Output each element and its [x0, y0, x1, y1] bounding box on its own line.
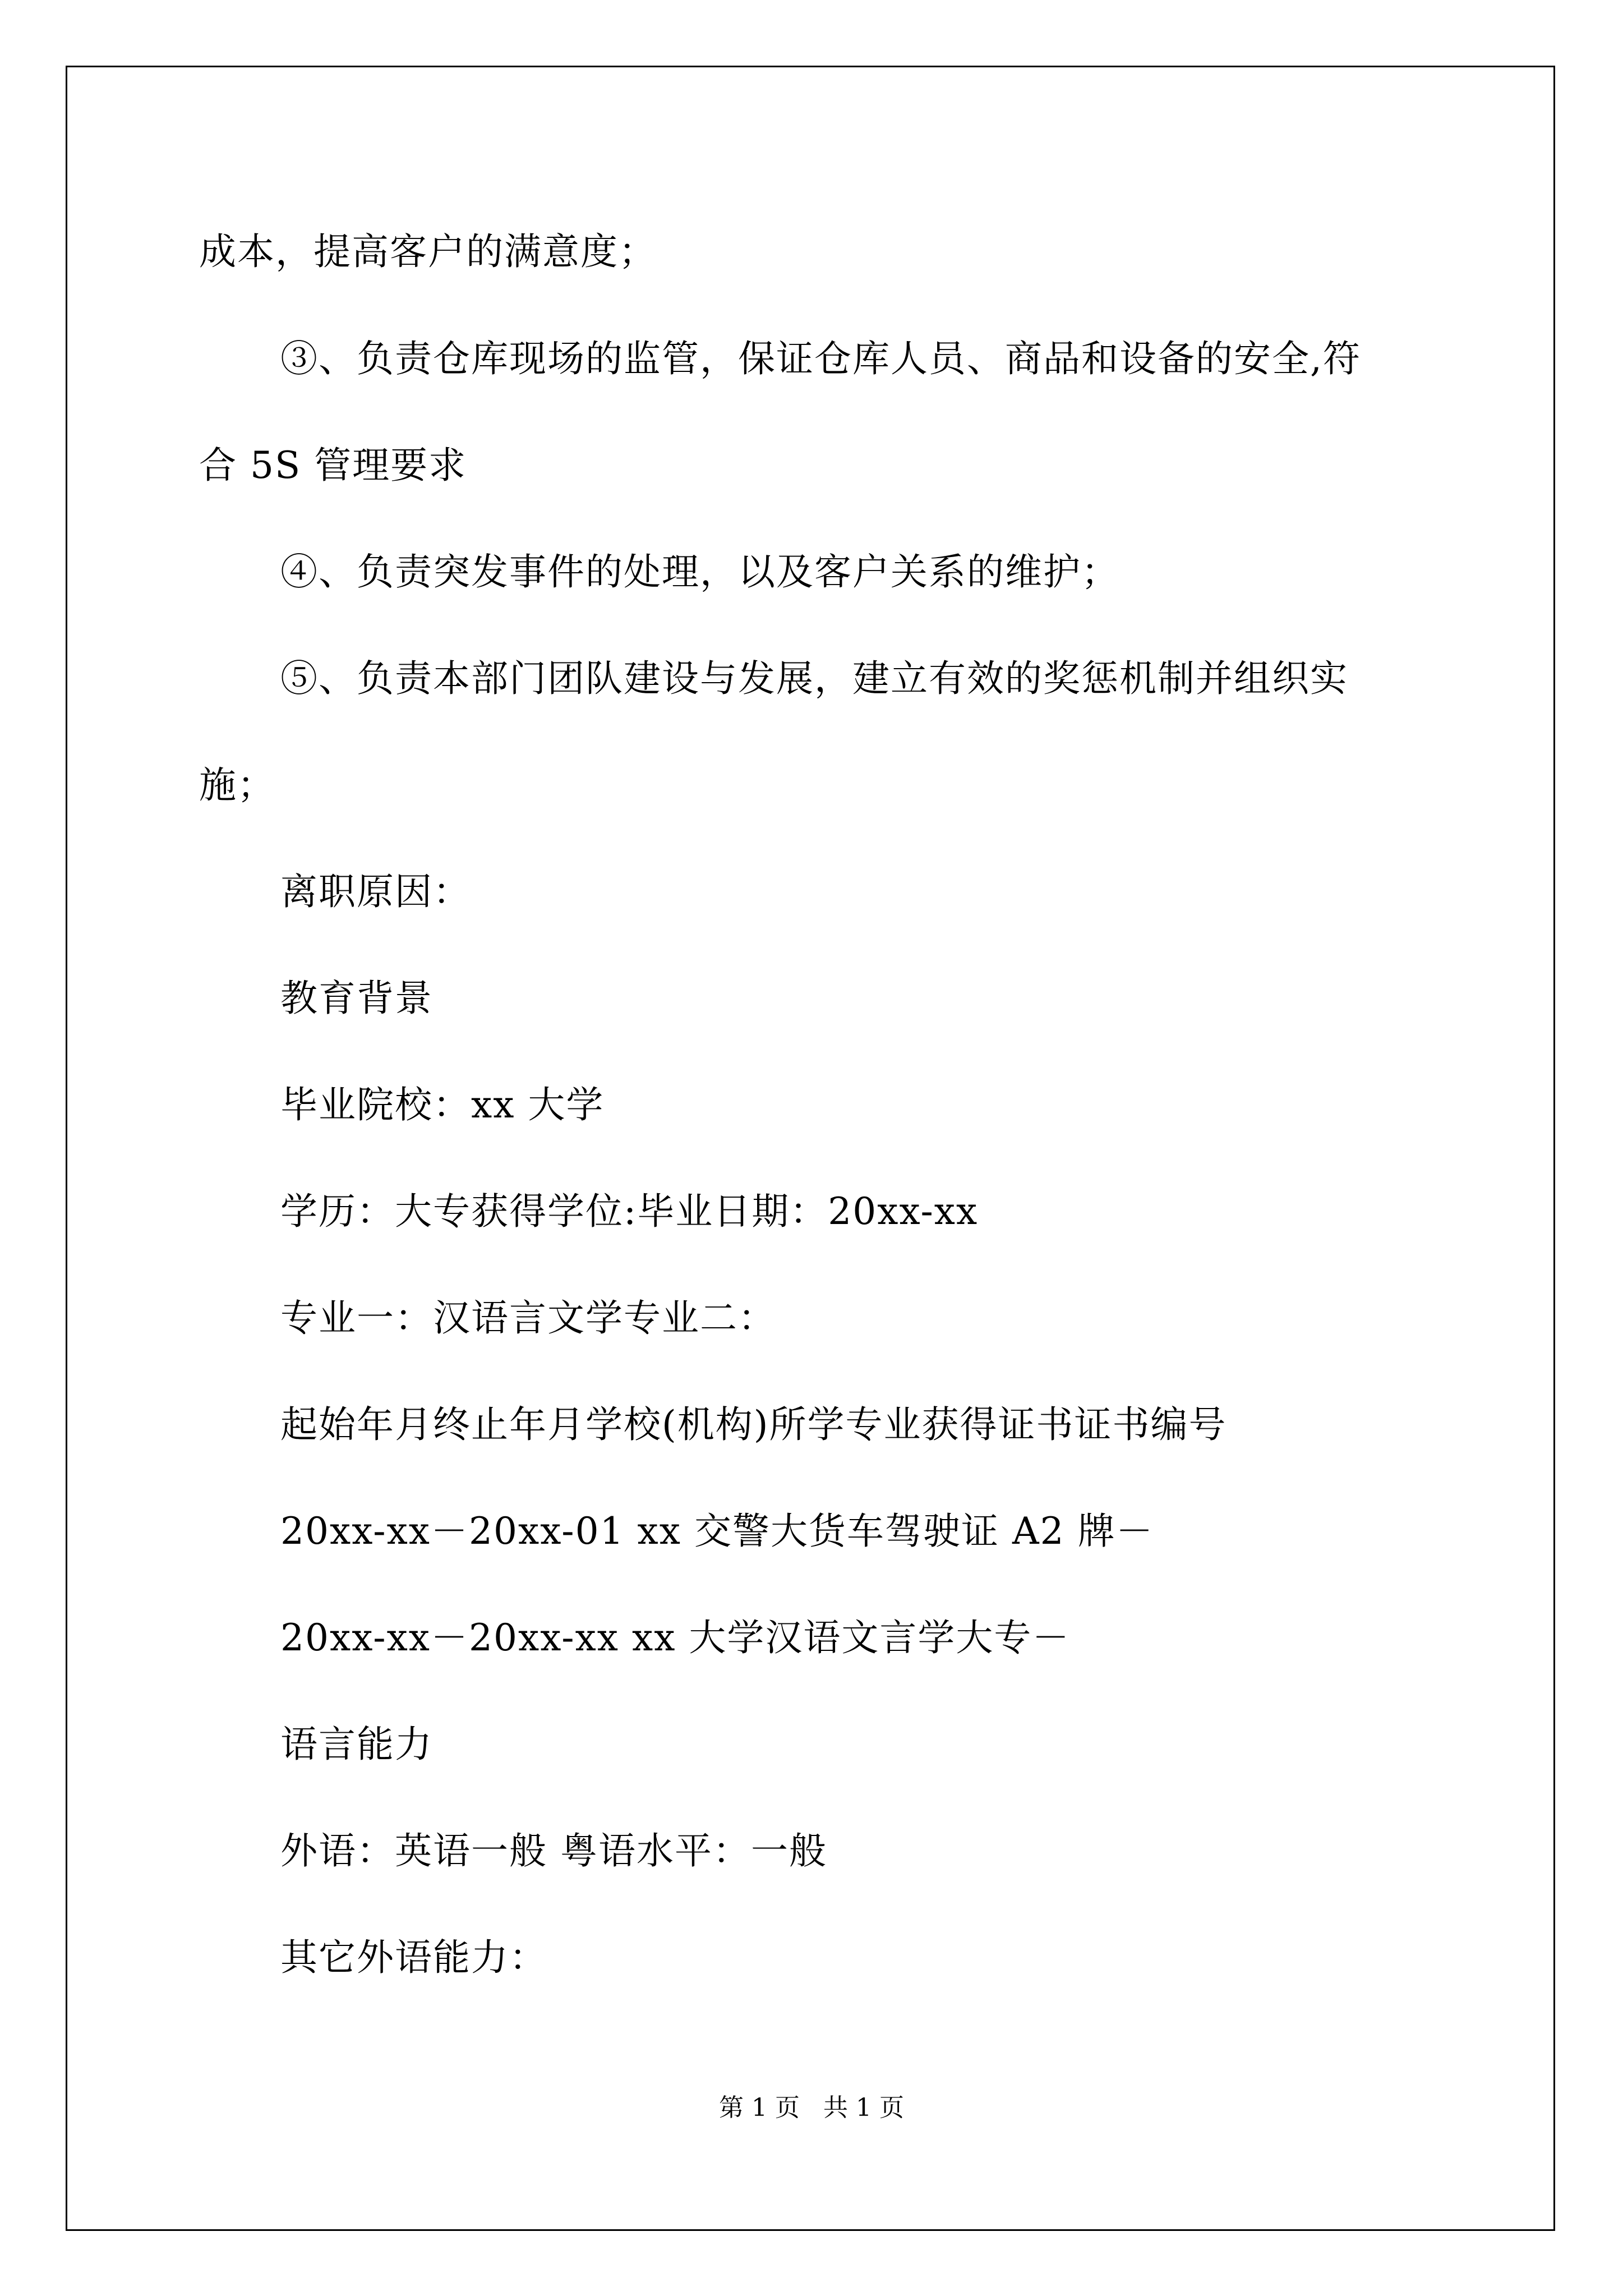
text-line: 毕业院校：xx 大学	[280, 1083, 605, 1126]
text-line: 外语：英语一般 粤语水平：一般	[280, 1829, 827, 1872]
text-line: ④、负责突发事件的处理，以及客户关系的维护；	[280, 550, 1119, 593]
text-line: 学历：大专获得学位:毕业日期：20xx-xx	[280, 1190, 979, 1233]
text-line: ⑤、负责本部门团队建设与发展，建立有效的奖惩机制并组织实	[280, 657, 1348, 700]
text-line: ③、负责仓库现场的监管，保证仓库人员、商品和设备的安全,符	[280, 337, 1361, 380]
text-line: 其它外语能力：	[280, 1936, 547, 1979]
section-heading-language: 语言能力	[280, 1723, 433, 1766]
table-row-line: 20xx-xx－20xx-01 xx 交警大货车驾驶证 A2 牌－	[280, 1510, 1154, 1553]
text-line: 离职原因：	[280, 870, 471, 913]
table-row-line: 20xx-xx－20xx-xx xx 大学汉语文言学大专－	[280, 1616, 1071, 1659]
text-line: 施；	[199, 763, 275, 807]
section-heading-education: 教育背景	[280, 977, 433, 1020]
page-border	[66, 66, 1555, 2231]
table-header-line: 起始年月终止年月学校(机构)所学专业获得证书证书编号	[280, 1403, 1227, 1446]
page-footer: 第 1 页 共 1 页	[719, 2093, 904, 2122]
text-line: 成本，提高客户的满意度；	[199, 230, 657, 273]
text-line: 专业一：汉语言文学专业二：	[280, 1296, 776, 1340]
text-line: 合 5S 管理要求	[199, 444, 467, 487]
